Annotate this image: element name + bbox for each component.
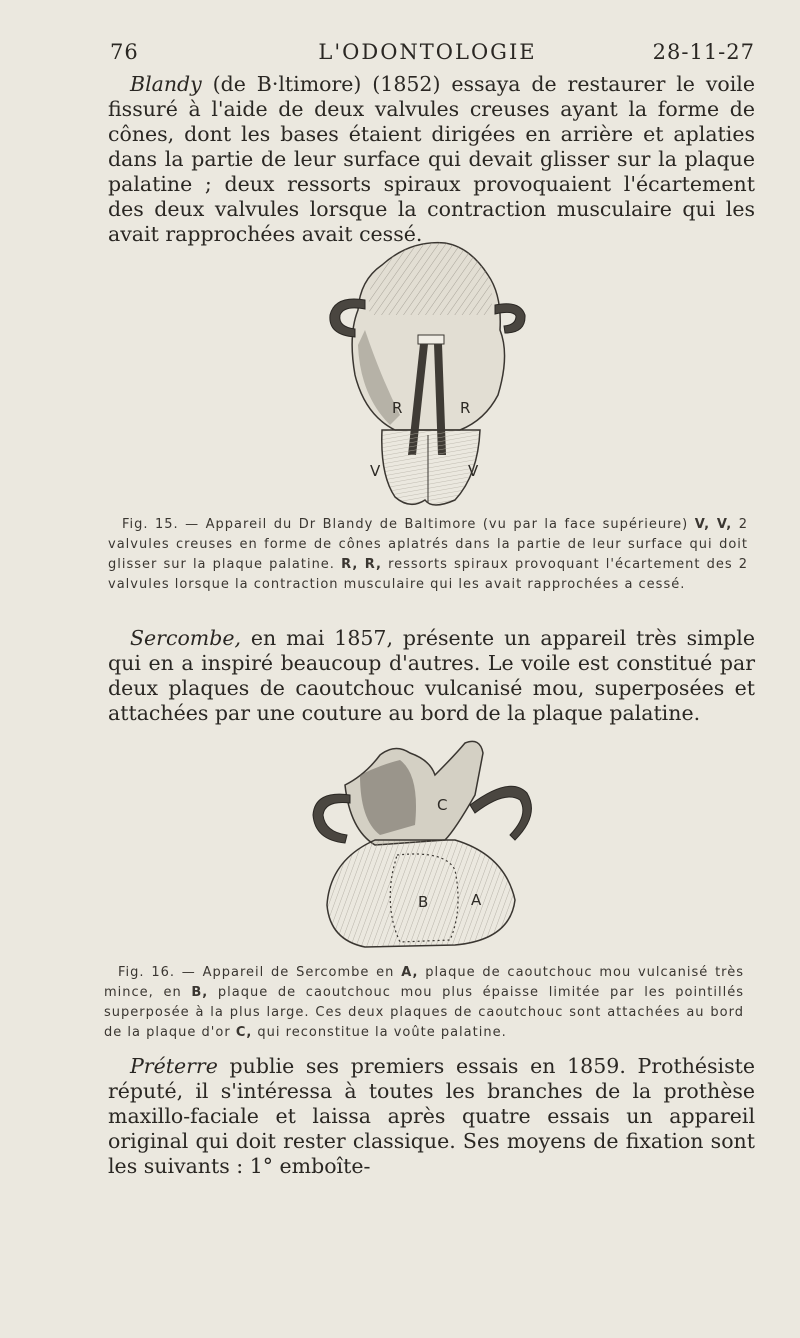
figure-16-caption — [104, 963, 744, 1043]
caption-ref-b: B, — [191, 985, 209, 1000]
caption-ref-a: A, — [401, 965, 419, 980]
figure-15-caption — [108, 515, 748, 595]
paragraph-preterre — [108, 1054, 755, 1179]
paragraph-lead-name: Sercombe, — [130, 626, 242, 650]
caption-text: plaque de caoutchouc mou vulcanisé très mince, en — [104, 965, 744, 1000]
figure-16-illustration — [305, 735, 545, 955]
label-c: C — [437, 796, 448, 814]
caption-ref-r: R, R, — [341, 557, 382, 572]
label-a: A — [471, 891, 482, 909]
caption-text: qui reconstitue la voûte palatine. — [252, 1025, 507, 1040]
journal-title: L'ODONTOLOGIE — [318, 40, 537, 64]
caption-ref-c: C, — [235, 1025, 253, 1040]
caption-ref-v: V, V, — [694, 517, 733, 532]
caption-text: Fig. 15. — Appareil du Dr Blandy de Baltimore (vu par la face supérieure) — [122, 517, 695, 532]
paragraph-lead-name: Blandy — [130, 72, 202, 96]
paragraph-text: publie ses premiers essais en 1859. Prothésiste réputé, il s'intéressa à toutes les branches de la prothèse maxillo-faciale et laissa après quatre essais un appareil original qui doit rester classique. Ses moyens de fixation sont les suivants : 1° emboîte- — [108, 1054, 755, 1178]
label-r-left: R — [392, 399, 403, 417]
caption-text: 2 valvules creuses en forme de cônes aplatrés dans la partie de leur surface qui doit glisser sur la plaque palatine. — [108, 517, 748, 572]
caption-text: ressorts spiraux provoquant l'écartement des 2 valvules lorsque la contraction musculaire qui les avait rapprochées a cessé. — [108, 557, 749, 592]
paragraph-text: (de B·ltimore) (1852) essaya de restaurer le voile fissuré à l'aide de deux valvules creuses ayant la forme de cônes, dont les bases étaient dirigées en arrière et aplaties dans la partie de leur surface qui devait glisser sur la plaque palatine ; deux ressorts spiraux provoquaient l'écartement des deux valvules lorsque la contraction musculaire qui les avait rapprochées avait cessé. — [108, 72, 755, 246]
issue-date: 28-11-27 — [652, 40, 755, 64]
caption-text: Fig. 16. — Appareil de Sercombe en — [118, 965, 402, 980]
paragraph-sercombe — [108, 626, 755, 726]
page-number: 76 — [110, 40, 139, 64]
running-head — [100, 40, 755, 70]
label-v-right: V — [468, 462, 479, 480]
paragraph-text: en mai 1857, présente un appareil très simple qui en a inspiré beaucoup d'autres. Le voile est constitué par deux plaques de caoutchouc vulcanisé mou, superposées et attachées par une couture au bord de la plaque palatine. — [108, 626, 755, 725]
label-v-left: V — [370, 462, 381, 480]
label-b: B — [418, 893, 429, 911]
paragraph-blandy — [108, 72, 755, 247]
figure-15-illustration — [320, 235, 535, 515]
paragraph-lead-name: Préterre — [130, 1054, 218, 1078]
label-r-right: R — [460, 399, 471, 417]
caption-text: plaque de caoutchouc mou plus épaisse limitée par les pointillés superposée à la plus large. Ces deux plaques de caoutchouc sont attachées au bord de la plaque d'or — [104, 985, 744, 1040]
